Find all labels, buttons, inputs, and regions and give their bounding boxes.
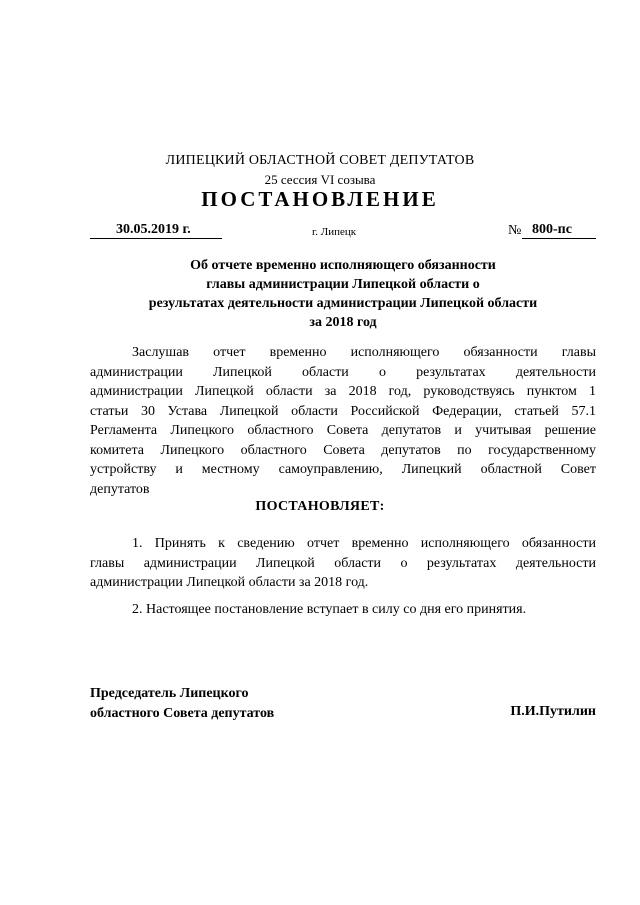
preamble-line: депутатов [90,481,150,497]
document-number: 800-пс [522,222,596,239]
item-1-line: главы администрации Липецкой области о результатах деятельности [90,555,596,571]
document-title [90,256,596,332]
preamble-line: администрации Липецкой области за 2018 год, руководствуясь пунктом 1 [90,384,596,399]
signatory-position [90,684,274,724]
date-suffix: г. [179,222,191,237]
preamble-line: Заслушав отчет временно исполняющего обязанности главы [132,345,596,360]
session-info: 25 сессия VI созыва [264,172,376,187]
number-label: № [508,223,522,238]
item-2-paragraph: 2. Настоящее постановление вступает в силу со дня его принятия. [132,602,527,617]
item-1-paragraph [90,534,596,593]
council-name: ЛИПЕЦКИЙ ОБЛАСТНОЙ СОВЕТ ДЕПУТАТОВ [165,153,475,168]
signatory-position-line: областного Совета депутатов [90,706,275,721]
title-line: за 2018 год [309,315,377,330]
preamble-line: устройству и местному самоуправлению, Липецкий областной Совет [90,462,596,477]
document-meta-row [90,222,596,242]
signatory-position-line: Председатель Липецкого [90,686,249,701]
title-line: результатах деятельности администрации Липецкой области [148,296,538,311]
preamble-line: комитета Липецкого областного Совета депутатов по государственному [90,442,596,458]
preamble-line: администрации Липецкой области о результатах деятельности [90,364,596,380]
document-city: г. Липецк [312,226,357,238]
item-1-line: администрации Липецкой области за 2018 год. [90,575,369,590]
title-line: главы администрации Липецкой области о [206,277,480,292]
signatory-name: П.И.Путилин [510,704,596,719]
document-date [90,222,222,239]
preamble-line: статьи 30 Устава Липецкой области Российской Федерации, статьей 57.1 [90,403,596,419]
title-line: Об отчете временно исполняющего обязанности [190,258,496,273]
item-1-line: 1. Принять к сведению отчет временно исполняющего обязанности [132,536,596,551]
preamble-line: Регламента Липецкого областного Совета депутатов и учитывая решение [90,423,596,438]
date-value: 30.05.2019 [116,222,179,237]
preamble-paragraph [90,343,596,499]
document-type-heading: ПОСТАНОВЛЕНИЕ [201,187,439,211]
resolves-heading: ПОСТАНОВЛЯЕТ: [255,499,385,514]
